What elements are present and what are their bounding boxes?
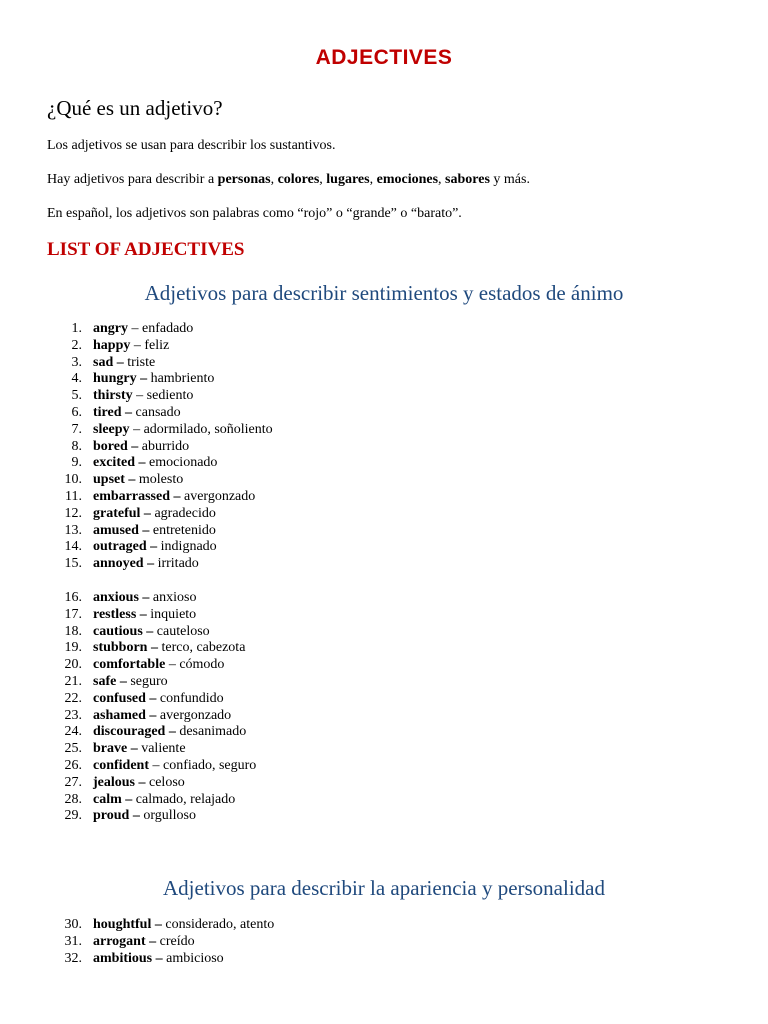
adjective-word: ambitious – [93,950,163,966]
adjective-meaning: considerado, atento [165,917,275,932]
item-number: 31. [64,933,82,949]
section-heading-feelings: Adjetivos para describir sentimientos y estados de ánimo [144,281,624,305]
adjective-word: thirsty [93,388,133,404]
adjective-meaning: cauteloso [156,623,210,639]
item-number: 25. [64,741,82,757]
adjective-meaning: emocionado [148,455,218,471]
item-entry [93,506,216,523]
adjective-meaning: confiado, seguro [163,757,257,773]
list-item [0,405,768,422]
adjective-word: ashamed – [93,707,157,723]
item-number: 7. [71,421,82,437]
item-entry [93,674,168,691]
item-number: 18. [64,623,82,639]
intro-paragraph-2 [47,172,530,188]
list-item [0,338,768,355]
adjective-word: outraged – [93,539,158,555]
list-item [0,741,768,758]
adjective-meaning: terco, cabezota [161,640,246,656]
p2-keyword-personas: personas [217,172,271,187]
item-entry [93,792,235,809]
list-item [0,321,768,338]
list-heading: LIST OF ADJECTIVES [47,239,245,260]
item-entry [93,388,193,405]
adjective-word: discouraged – [93,724,176,740]
item-number: 11. [65,488,82,504]
item-number: 27. [64,774,82,790]
adjective-meaning: avergonzado [159,707,232,723]
item-entry [93,775,185,792]
adjective-word: stubborn – [93,640,158,656]
p2-sep: , [270,172,278,187]
item-number: 20. [64,657,82,673]
list-item [0,775,768,792]
adjective-word: anxious – [93,590,150,605]
list-item [0,489,768,506]
list-item [0,758,768,775]
adjective-meaning: indignado [160,539,217,555]
list-item [0,388,768,405]
item-entry [93,472,183,489]
adjective-meaning: avergonzado [184,488,256,504]
list-item [0,917,768,934]
adjective-meaning: hambriento [150,371,215,387]
adjective-word: comfortable [93,657,166,673]
list-item [0,472,768,489]
list-item [0,808,768,825]
list-item [0,523,768,540]
adjective-word: sad – [93,354,124,370]
item-number: 21. [64,673,82,689]
item-entry [93,741,186,758]
adjective-word: jealous – [93,774,146,790]
list-item [0,708,768,725]
adjective-list-feelings-1 [0,321,768,573]
item-entry [93,808,196,825]
separator: – [128,321,142,336]
item-number: 24. [64,724,82,740]
adjective-word: safe – [93,673,127,689]
adjective-meaning: enfadado [142,321,194,336]
list-item [0,355,768,372]
list-item [0,951,768,968]
adjective-meaning: irritado [157,556,199,572]
item-entry [93,405,181,422]
item-entry [93,355,155,372]
p2-sep: , [438,172,446,187]
list-item [0,934,768,951]
item-number: 4. [71,371,82,387]
item-number: 14. [64,539,82,555]
list-item [0,539,768,556]
item-entry [93,691,224,708]
adjective-word: bored – [93,438,139,454]
item-entry [93,758,256,775]
item-number: 19. [64,640,82,656]
item-number: 22. [64,690,82,706]
adjective-word: proud – [93,808,140,824]
list-item [0,691,768,708]
item-entry [93,590,196,607]
item-entry [93,455,217,472]
separator: – [165,657,180,673]
adjective-word: annoyed – [93,556,155,572]
item-number: 9. [71,455,82,471]
item-entry [93,724,246,741]
item-number: 13. [64,522,82,538]
adjective-word: arrogant – [93,933,157,949]
item-entry [93,539,217,556]
adjective-word: tired – [93,404,133,420]
list-item [0,724,768,741]
adjective-word: upset – [93,472,136,488]
adjective-list-appearance [0,917,768,967]
p2-sep: , [319,172,327,187]
item-entry [93,523,216,540]
separator: – [129,421,144,437]
adjective-meaning: ambicioso [166,950,224,966]
adjective-word: amused – [93,522,150,538]
intro-paragraph-3: En español, los adjetivos son palabras como “rojo” o “grande” o “barato”. [47,206,462,221]
adjective-word: houghtful – [93,917,162,932]
item-number: 8. [71,438,82,454]
item-entry [93,338,169,355]
separator: – [132,388,147,404]
item-entry [93,624,210,641]
separator: – [149,757,163,773]
item-number: 12. [64,505,82,521]
item-entry [93,657,224,674]
item-entry [93,951,224,968]
item-number: 28. [64,791,82,807]
item-entry [93,556,199,573]
item-entry [93,607,196,624]
adjective-meaning: adormilado, soñoliento [143,421,273,437]
item-entry [93,640,245,657]
adjective-word: confident [93,757,149,773]
p2-keyword-sabores: sabores [445,172,490,187]
item-number: 2. [71,337,82,353]
item-number: 1. [71,321,82,336]
p2-sep: , [369,172,377,187]
adjective-meaning: celoso [149,774,185,790]
adjective-word: confused – [93,690,157,706]
item-number: 26. [64,757,82,773]
adjective-meaning: seguro [130,673,168,689]
list-item [0,556,768,573]
item-number: 32. [64,950,82,966]
section-heading-appearance: Adjetivos para describir la apariencia y personalidad [163,876,605,900]
question-heading: ¿Qué es un adjetivo? [47,96,223,120]
adjective-list-feelings-2 [0,590,768,825]
adjective-meaning: triste [127,354,156,370]
adjective-meaning: valiente [141,741,186,757]
list-item [0,640,768,657]
list-item [0,506,768,523]
item-entry [93,917,274,934]
adjective-meaning: anxioso [152,590,197,605]
list-item [0,792,768,809]
adjective-meaning: molesto [138,472,184,488]
adjective-word: brave – [93,741,138,757]
adjective-meaning: cómodo [179,657,225,673]
adjective-word: happy [93,337,131,353]
separator: – [130,337,145,353]
list-item [0,607,768,624]
adjective-meaning: aburrido [141,438,190,454]
item-entry [93,422,273,439]
adjective-meaning: agradecido [154,505,216,521]
adjective-word: excited – [93,455,146,471]
adjective-word: sleepy [93,421,130,437]
item-number: 5. [71,388,82,404]
adjective-meaning: sediento [146,388,194,404]
item-number: 10. [64,472,82,488]
adjective-meaning: entretenido [152,522,216,538]
item-entry [93,321,193,338]
list-item [0,624,768,641]
p2-keyword-colores: colores [277,172,320,187]
list-item [0,674,768,691]
item-number: 16. [64,590,82,605]
adjective-meaning: feliz [144,337,170,353]
p2-lead: Hay adjetivos para describir a [47,172,218,187]
list-item [0,439,768,456]
adjective-word: angry [93,321,128,336]
list-item [0,590,768,607]
item-number: 3. [71,354,82,370]
item-entry [93,371,214,388]
item-number: 15. [64,556,82,572]
intro-paragraph-1: Los adjetivos se usan para describir los sustantivos. [47,138,336,153]
item-entry [93,934,195,951]
adjective-meaning: cansado [135,404,181,420]
list-item [0,422,768,439]
list-item [0,657,768,674]
adjective-meaning: calmado, relajado [135,791,236,807]
adjective-meaning: creído [159,933,195,949]
adjective-word: hungry – [93,371,148,387]
adjective-word: grateful – [93,505,151,521]
adjective-word: restless – [93,606,147,622]
item-number: 23. [64,707,82,723]
p2-keyword-emociones: emociones [376,172,439,187]
item-number: 6. [71,404,82,420]
adjective-meaning: confundido [159,690,224,706]
adjective-meaning: orgulloso [143,808,196,824]
item-entry [93,439,189,456]
p2-keyword-lugares: lugares [326,172,370,187]
adjective-word: embarrassed – [93,488,181,504]
adjective-meaning: inquieto [150,606,197,622]
list-item [0,455,768,472]
adjective-word: calm – [93,791,133,807]
document-title: ADJECTIVES [315,46,453,69]
adjective-meaning: desanimado [179,724,247,740]
adjective-word: cautious – [93,623,154,639]
item-entry [93,489,255,506]
item-entry [93,708,231,725]
item-number: 17. [64,606,82,622]
item-number: 29. [64,808,82,824]
item-number: 30. [64,917,82,932]
list-item [0,371,768,388]
p2-tail: y más. [489,172,530,187]
